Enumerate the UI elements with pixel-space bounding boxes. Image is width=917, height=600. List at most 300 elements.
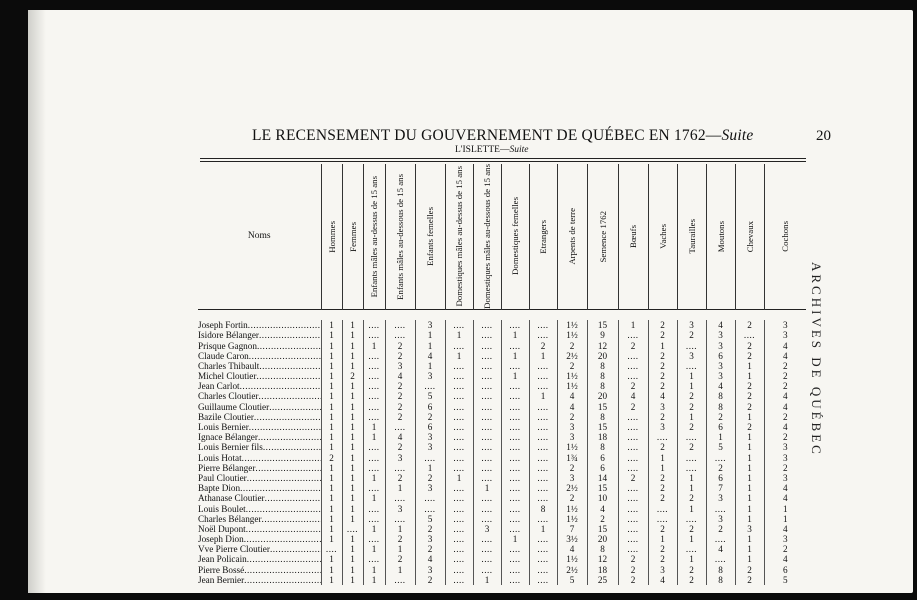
person-name: Jean Bernier <box>198 574 245 585</box>
value-cell <box>557 503 587 513</box>
value-cell <box>557 453 587 463</box>
leader-dots <box>265 493 321 503</box>
cell-value <box>509 514 520 524</box>
cell-value: 4 <box>718 320 723 331</box>
column-header <box>445 164 473 309</box>
cell-value <box>509 453 520 463</box>
value-cell <box>415 412 445 422</box>
cell-value: 3 <box>397 452 403 463</box>
cell-value <box>537 412 548 422</box>
table-row <box>198 412 806 422</box>
value-cell <box>321 554 342 564</box>
value-cell <box>648 453 677 463</box>
value-cell <box>501 371 529 381</box>
value-cell <box>557 575 587 585</box>
leader-dots <box>269 402 320 412</box>
cell-value: 8 <box>718 574 723 585</box>
value-cell <box>764 514 806 524</box>
cell-value: 1 <box>660 462 665 473</box>
cell-value <box>627 493 638 503</box>
cell-value <box>394 330 405 340</box>
cell-value: 2 <box>782 544 788 555</box>
cell-value <box>537 402 548 412</box>
cell-value: 2 <box>660 411 665 422</box>
value-cell <box>677 473 706 483</box>
cell-value <box>368 330 379 340</box>
value-cell <box>363 473 385 483</box>
cell-value <box>453 361 464 371</box>
value-cell <box>648 340 677 350</box>
name-cell <box>198 524 321 534</box>
cell-value: 4 <box>782 523 788 534</box>
value-cell <box>618 463 648 473</box>
cell-value: 2 <box>782 432 788 443</box>
person-name: Joseph Fortin <box>198 320 248 331</box>
value-cell <box>735 340 764 350</box>
value-cell <box>321 371 342 381</box>
cell-value: 1 <box>329 391 334 402</box>
name-cell <box>198 473 321 483</box>
value-cell <box>529 432 557 442</box>
cell-value: 18 <box>597 564 608 575</box>
cell-value: 1 <box>329 360 334 371</box>
cell-value <box>509 422 520 432</box>
cell-value: 1½ <box>566 503 578 514</box>
cell-value: 2 <box>782 462 788 473</box>
cell-value <box>368 371 379 381</box>
cell-value <box>509 575 520 585</box>
value-cell <box>706 330 735 340</box>
value-cell <box>587 575 618 585</box>
cell-value: 5 <box>427 513 433 524</box>
leader-dots <box>262 514 321 524</box>
value-cell <box>501 340 529 350</box>
value-cell <box>529 463 557 473</box>
value-cell <box>529 453 557 463</box>
value-cell <box>764 320 806 330</box>
cell-value: 2 <box>660 493 665 504</box>
value-cell <box>735 330 764 340</box>
value-cell <box>735 544 764 554</box>
cell-value: 2 <box>689 442 694 453</box>
column-header <box>618 164 648 309</box>
cell-value: 4 <box>782 554 788 565</box>
value-cell <box>445 544 473 554</box>
cell-value: 2 <box>689 523 694 534</box>
table-row <box>198 371 806 381</box>
cell-value: 1 <box>350 381 355 392</box>
cell-value: 25 <box>597 574 608 585</box>
cell-value <box>481 371 492 381</box>
cell-value: 1 <box>689 483 694 494</box>
cell-value: 7 <box>569 523 575 534</box>
cell-value <box>424 493 435 503</box>
value-cell <box>363 351 385 361</box>
value-cell <box>735 534 764 544</box>
value-cell <box>385 453 415 463</box>
value-cell <box>363 554 385 564</box>
cell-value <box>537 463 548 473</box>
cell-value <box>657 504 668 514</box>
cell-value: 1 <box>329 462 334 473</box>
value-cell <box>618 554 648 564</box>
table-row <box>198 483 806 493</box>
value-cell <box>342 340 363 350</box>
value-cell <box>557 391 587 401</box>
value-cell <box>363 442 385 452</box>
value-cell <box>587 340 618 350</box>
column-header <box>735 164 764 309</box>
person-name: Guillaume Cloutier <box>198 401 270 412</box>
value-cell <box>363 402 385 412</box>
cell-value: 1 <box>427 330 433 341</box>
value-cell <box>445 381 473 391</box>
cell-value <box>481 330 492 340</box>
cell-value: 1 <box>329 401 334 412</box>
value-cell <box>735 381 764 391</box>
cell-value <box>394 463 405 473</box>
value-cell <box>529 575 557 585</box>
value-cell <box>706 351 735 361</box>
cell-value: 2 <box>782 381 788 392</box>
cell-value: 3 <box>782 472 788 483</box>
cell-value: 1 <box>456 472 462 483</box>
cell-value <box>453 493 464 503</box>
cell-value: 1 <box>630 320 636 331</box>
person-name: Prisque Gagnon <box>198 340 257 351</box>
cell-value <box>627 514 638 524</box>
table-row <box>198 432 806 442</box>
value-cell <box>587 534 618 544</box>
value-cell <box>415 544 445 554</box>
value-cell <box>677 340 706 350</box>
cell-value: 2 <box>718 523 723 534</box>
cell-value: 1 <box>329 513 334 524</box>
cell-value: 1 <box>350 360 355 371</box>
value-cell <box>445 351 473 361</box>
value-cell <box>445 422 473 432</box>
cell-value: 1½ <box>566 371 578 382</box>
name-cell <box>198 575 321 585</box>
name-cell <box>198 503 321 513</box>
cell-value: 1 <box>329 371 334 382</box>
name-cell <box>198 361 321 371</box>
cell-value: 2 <box>397 350 403 361</box>
cell-value: 2 <box>630 381 636 392</box>
value-cell <box>321 493 342 503</box>
value-cell <box>473 514 501 524</box>
value-cell <box>618 432 648 442</box>
cell-value: 4 <box>569 544 575 555</box>
value-cell <box>677 320 706 330</box>
value-cell <box>764 402 806 412</box>
column-header-label: Enfants mâles au-dessous de 15 ans <box>395 173 405 300</box>
cell-value <box>537 453 548 463</box>
value-cell <box>618 402 648 412</box>
value-cell <box>529 534 557 544</box>
value-cell <box>501 381 529 391</box>
value-cell <box>385 514 415 524</box>
value-cell <box>501 524 529 534</box>
cell-value: 14 <box>597 472 608 483</box>
value-cell <box>342 514 363 524</box>
value-cell <box>385 565 415 575</box>
column-header-label: Semence 1762 <box>597 210 608 263</box>
cell-value <box>394 422 405 432</box>
value-cell <box>618 371 648 381</box>
cell-value <box>627 534 638 544</box>
leader-dots <box>246 524 321 534</box>
column-header <box>529 164 557 309</box>
value-cell <box>415 371 445 381</box>
value-cell <box>321 412 342 422</box>
cell-value <box>537 575 548 585</box>
value-cell <box>473 493 501 503</box>
cell-value: 3 <box>782 452 788 463</box>
cell-value: 2 <box>600 513 605 524</box>
value-cell <box>501 422 529 432</box>
cell-value <box>627 524 638 534</box>
value-cell <box>342 453 363 463</box>
cell-value: 3 <box>718 360 723 371</box>
value-cell <box>587 524 618 534</box>
cell-value: 2 <box>660 483 665 494</box>
value-cell <box>473 575 501 585</box>
cell-value: 2 <box>427 574 433 585</box>
cell-value: 1½ <box>566 442 578 453</box>
cell-value <box>509 361 520 371</box>
value-cell <box>557 483 587 493</box>
value-cell <box>415 473 445 483</box>
cell-value <box>537 473 548 483</box>
value-cell <box>385 442 415 452</box>
value-cell <box>321 391 342 401</box>
column-header <box>706 164 735 309</box>
value-cell <box>501 565 529 575</box>
value-cell <box>385 554 415 564</box>
cell-value: 8 <box>540 503 546 514</box>
value-cell <box>648 463 677 473</box>
value-cell <box>473 463 501 473</box>
value-cell <box>677 351 706 361</box>
cell-value: 3 <box>569 422 575 433</box>
cell-value <box>715 453 726 463</box>
column-header-label: Hommes <box>326 220 337 253</box>
value-cell <box>706 473 735 483</box>
cell-value: 2 <box>540 340 546 351</box>
cell-value <box>627 453 638 463</box>
cell-value: 8 <box>600 371 605 382</box>
cell-value: 1 <box>350 483 355 494</box>
cell-value <box>509 381 520 391</box>
value-cell <box>618 544 648 554</box>
value-cell <box>618 493 648 503</box>
cell-value <box>453 514 464 524</box>
cell-value: 1 <box>540 391 546 402</box>
cell-value <box>453 504 464 514</box>
value-cell <box>557 514 587 524</box>
cell-value: 3 <box>689 320 694 331</box>
value-cell <box>473 381 501 391</box>
cell-value: 1 <box>427 462 433 473</box>
value-cell <box>648 554 677 564</box>
value-cell <box>618 340 648 350</box>
cell-value: 5 <box>569 574 575 585</box>
cell-value: 8 <box>600 381 605 392</box>
cell-value: 2 <box>782 371 788 382</box>
value-cell <box>764 554 806 564</box>
value-cell <box>677 391 706 401</box>
value-cell <box>385 320 415 330</box>
table-row <box>198 514 806 524</box>
cell-value <box>509 320 520 330</box>
value-cell <box>501 534 529 544</box>
value-cell <box>677 422 706 432</box>
value-cell <box>735 351 764 361</box>
cell-value: 1 <box>484 483 490 494</box>
value-cell <box>557 544 587 554</box>
value-cell <box>473 422 501 432</box>
cell-value: 2 <box>747 381 752 392</box>
value-cell <box>385 391 415 401</box>
value-cell <box>415 534 445 544</box>
value-cell <box>557 534 587 544</box>
cell-value <box>537 483 548 493</box>
cell-value: 1 <box>660 340 665 351</box>
cell-value <box>537 565 548 575</box>
value-cell <box>342 493 363 503</box>
cell-value <box>509 341 520 351</box>
value-cell <box>415 320 445 330</box>
cell-value <box>627 371 638 381</box>
cell-value <box>424 381 435 391</box>
value-cell <box>587 402 618 412</box>
name-cell <box>198 351 321 361</box>
name-cell <box>198 442 321 452</box>
cell-value: 2½ <box>566 564 578 575</box>
cell-value: 2 <box>689 493 694 504</box>
value-cell <box>529 391 557 401</box>
value-cell <box>501 453 529 463</box>
value-cell <box>587 503 618 513</box>
cell-value <box>368 351 379 361</box>
value-cell <box>363 371 385 381</box>
value-cell <box>587 442 618 452</box>
value-cell <box>501 412 529 422</box>
person-name: Louis Hotat <box>198 452 242 463</box>
column-header-label: Enfants mâles au-dessus de 15 ans <box>369 175 379 298</box>
value-cell <box>764 503 806 513</box>
table-row <box>198 330 806 340</box>
value-cell <box>677 503 706 513</box>
value-cell <box>648 422 677 432</box>
value-cell <box>445 524 473 534</box>
column-header-label: Arpents de terre <box>567 208 577 265</box>
table-row <box>198 575 806 585</box>
cell-value: 4 <box>782 340 788 351</box>
cell-value: 1 <box>329 350 334 361</box>
value-cell <box>706 381 735 391</box>
cell-value: 1 <box>747 503 752 514</box>
cell-value: 3 <box>427 432 433 443</box>
cell-value <box>509 442 520 452</box>
value-cell <box>385 493 415 503</box>
page-subtitle <box>455 145 528 155</box>
cell-value <box>481 514 492 524</box>
cell-value <box>715 504 726 514</box>
value-cell <box>648 473 677 483</box>
value-cell <box>321 351 342 361</box>
cell-value: 3 <box>747 523 752 534</box>
cell-value: 1 <box>329 330 334 341</box>
cell-value: 1 <box>371 574 377 585</box>
cell-value <box>537 534 548 544</box>
value-cell <box>342 412 363 422</box>
cell-value: 2 <box>660 523 665 534</box>
cell-value <box>509 554 520 564</box>
cell-value: 2 <box>630 472 636 483</box>
value-cell <box>648 330 677 340</box>
value-cell <box>529 554 557 564</box>
cell-value: 1 <box>350 462 355 473</box>
value-cell <box>587 381 618 391</box>
cell-value <box>627 483 638 493</box>
value-cell <box>321 503 342 513</box>
value-cell <box>342 544 363 554</box>
value-cell <box>501 514 529 524</box>
cell-value: 2 <box>397 391 403 402</box>
cell-value <box>481 361 492 371</box>
value-cell <box>706 565 735 575</box>
cell-value <box>368 402 379 412</box>
value-cell <box>735 503 764 513</box>
cell-value <box>394 575 405 585</box>
value-cell <box>764 524 806 534</box>
cell-value: 3 <box>718 513 723 524</box>
value-cell <box>557 340 587 350</box>
cell-value <box>537 493 548 503</box>
value-cell <box>706 493 735 503</box>
value-cell <box>587 412 618 422</box>
cell-value: 2 <box>660 554 665 565</box>
cell-value: 1 <box>397 544 403 555</box>
value-cell <box>735 554 764 564</box>
value-cell <box>342 524 363 534</box>
value-cell <box>342 330 363 340</box>
cell-value: 2 <box>427 411 433 422</box>
value-cell <box>445 320 473 330</box>
value-cell <box>706 514 735 524</box>
person-name: Vve Pierre Cloutier <box>198 544 270 555</box>
cell-value: 1 <box>747 371 752 382</box>
cell-value <box>686 544 697 554</box>
cell-value: 20 <box>597 534 608 545</box>
value-cell <box>473 432 501 442</box>
cell-value: 1 <box>427 340 433 351</box>
cell-value: 1 <box>350 391 355 402</box>
cell-value: 1 <box>329 381 334 392</box>
value-cell <box>342 534 363 544</box>
cell-value: 1 <box>371 340 377 351</box>
value-cell <box>415 565 445 575</box>
cell-value: 2 <box>782 411 788 422</box>
cell-value: 18 <box>597 432 608 443</box>
value-cell <box>342 554 363 564</box>
cell-value: 1 <box>747 452 752 463</box>
cell-value: 2 <box>329 452 334 463</box>
cell-value: 1 <box>512 534 518 545</box>
cell-value <box>368 514 379 524</box>
